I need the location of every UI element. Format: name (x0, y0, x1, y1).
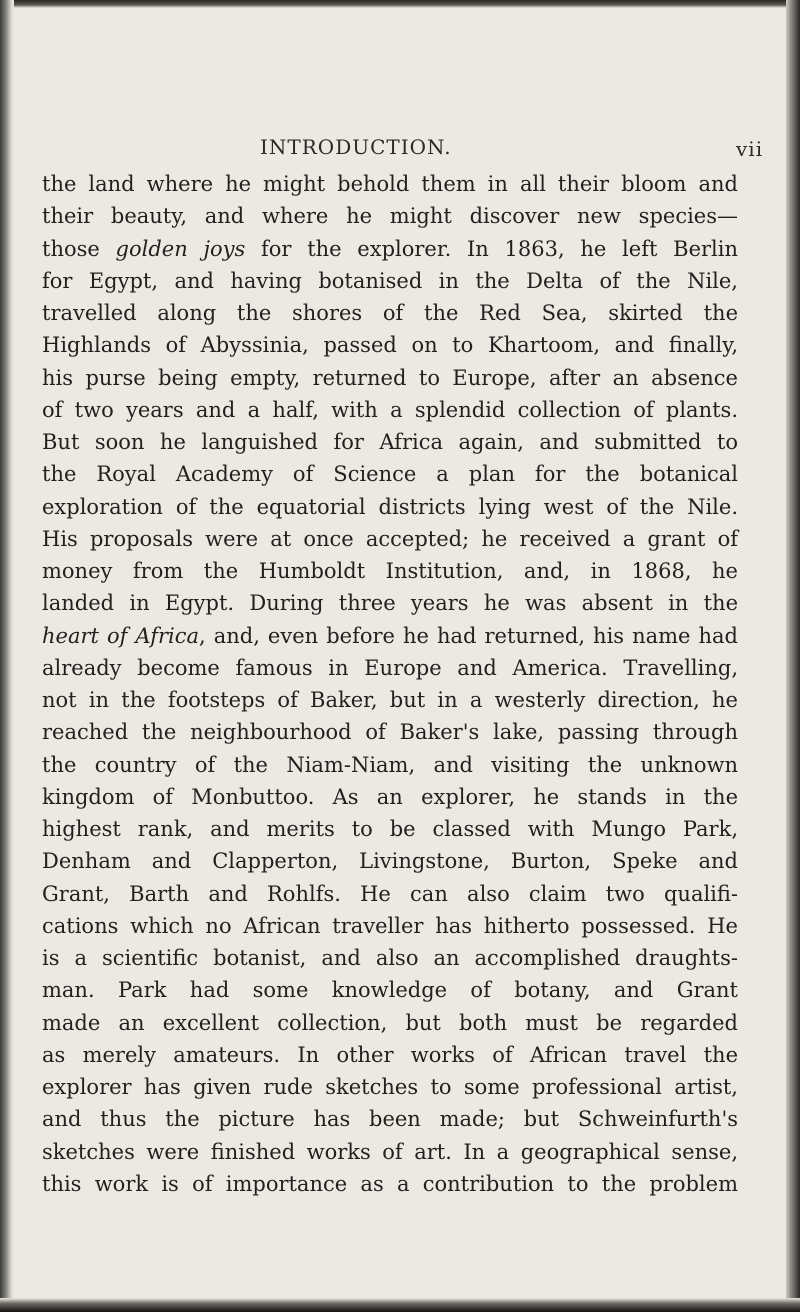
text-line (42, 329, 738, 361)
text-run: as merely amateurs. In other works of African travel the (42, 1042, 738, 1067)
text-line (42, 974, 738, 1006)
text-run: reached the neighbourhood of Baker's lake, passing through (42, 720, 738, 745)
text-line (42, 813, 738, 845)
text-run: for Egypt, and having botanised in the Delta of the Nile, (42, 268, 738, 293)
text-run: not in the footsteps of Baker, but in a westerly direction, he (42, 688, 738, 712)
text-run: landed in Egypt. During three years he was absent in the (42, 591, 738, 616)
text-line (42, 168, 738, 200)
text-run: travelled along the shores of the Red Sea, skirted the (42, 301, 738, 325)
text-line (42, 523, 738, 555)
text-run: cations which no African traveller has hitherto possessed. He (42, 913, 738, 938)
italic-text: golden joys (115, 236, 246, 261)
text-line (42, 1168, 738, 1200)
text-run: those (42, 236, 116, 261)
text-run: Grant, Barth and Rohlfs. He can also claim two qualifi- (42, 881, 738, 906)
text-line (42, 1103, 738, 1135)
page-right-edge-shadow (786, 0, 800, 1312)
text-line (42, 1007, 738, 1039)
text-run: for the explorer. In 1863, he left Berlin (245, 236, 738, 261)
running-head (0, 135, 800, 169)
text-run: the country of the Niam-Niam, and visiting the unknown (42, 752, 738, 777)
text-line (42, 491, 738, 523)
text-line (42, 652, 738, 684)
text-line (42, 845, 738, 877)
text-line (42, 620, 738, 652)
text-line (42, 716, 738, 748)
text-line (42, 200, 738, 232)
body-text (42, 168, 738, 1200)
text-run: of two years and a half, with a splendid collection of plants. (42, 397, 738, 422)
text-run: Denham and Clapperton, Livingstone, Burton, Speke and (42, 849, 738, 874)
text-run: and thus the picture has been made; but Schweinfurth's (42, 1107, 738, 1132)
text-run: this work is of importance as a contribution to the problem (42, 1171, 738, 1196)
text-run: His proposals were at once accepted; he received a grant of (42, 526, 738, 551)
text-line (42, 394, 738, 426)
text-line (42, 942, 738, 974)
page-number: vii (736, 137, 764, 161)
text-run: kingdom of Monbuttoo. As an explorer, he stands in the (42, 784, 738, 809)
text-run: money from the Humboldt Institution, and, in 1868, he (42, 559, 738, 583)
text-run: highest rank, and merits to be classed with Mungo Park, (42, 817, 738, 841)
text-line (42, 781, 738, 813)
text-line (42, 426, 738, 458)
text-line (42, 265, 738, 297)
text-line (42, 749, 738, 781)
text-run: man. Park had some knowledge of botany, and Grant (42, 978, 738, 1003)
text-run: is a scientific botanist, and also an accomplished draughts- (42, 946, 738, 970)
running-head-title: INTRODUCTION. (260, 135, 452, 159)
text-run: exploration of the equatorial districts lying west of the Nile. (42, 494, 738, 519)
text-run: the land where he might behold them in all their bloom and (42, 172, 738, 196)
text-run: his purse being empty, returned to Europe, after an absence (42, 365, 738, 390)
text-line (42, 684, 738, 716)
text-line (42, 555, 738, 587)
text-line (42, 233, 738, 265)
text-line (42, 1039, 738, 1071)
italic-text: heart of Africa (42, 623, 200, 648)
text-run: their beauty, and where he might discover new species— (42, 204, 738, 229)
text-line (42, 458, 738, 490)
text-run: But soon he languished for Africa again, and submitted to (42, 430, 738, 454)
page-left-edge-shadow (0, 0, 14, 1312)
text-line (42, 878, 738, 910)
text-run: the Royal Academy of Science a plan for the botanical (42, 462, 738, 487)
text-line (42, 297, 738, 329)
text-line (42, 1136, 738, 1168)
text-run: explorer has given rude sketches to some professional artist, (42, 1075, 738, 1099)
text-line (42, 362, 738, 394)
text-run: already become famous in Europe and America. Travelling, (42, 655, 738, 680)
text-line (42, 587, 738, 619)
text-run: , and, even before he had returned, his name had (199, 623, 738, 648)
page-bottom-edge-shadow (0, 1298, 800, 1312)
text-run: Highlands of Abyssinia, passed on to Khartoom, and finally, (42, 333, 738, 358)
text-line (42, 910, 738, 942)
page-top-edge-shadow (0, 0, 800, 8)
text-run: sketches were finished works of art. In a geographical sense, (42, 1139, 738, 1164)
text-line (42, 1071, 738, 1103)
text-run: made an excellent collection, but both must be regarded (42, 1010, 738, 1035)
